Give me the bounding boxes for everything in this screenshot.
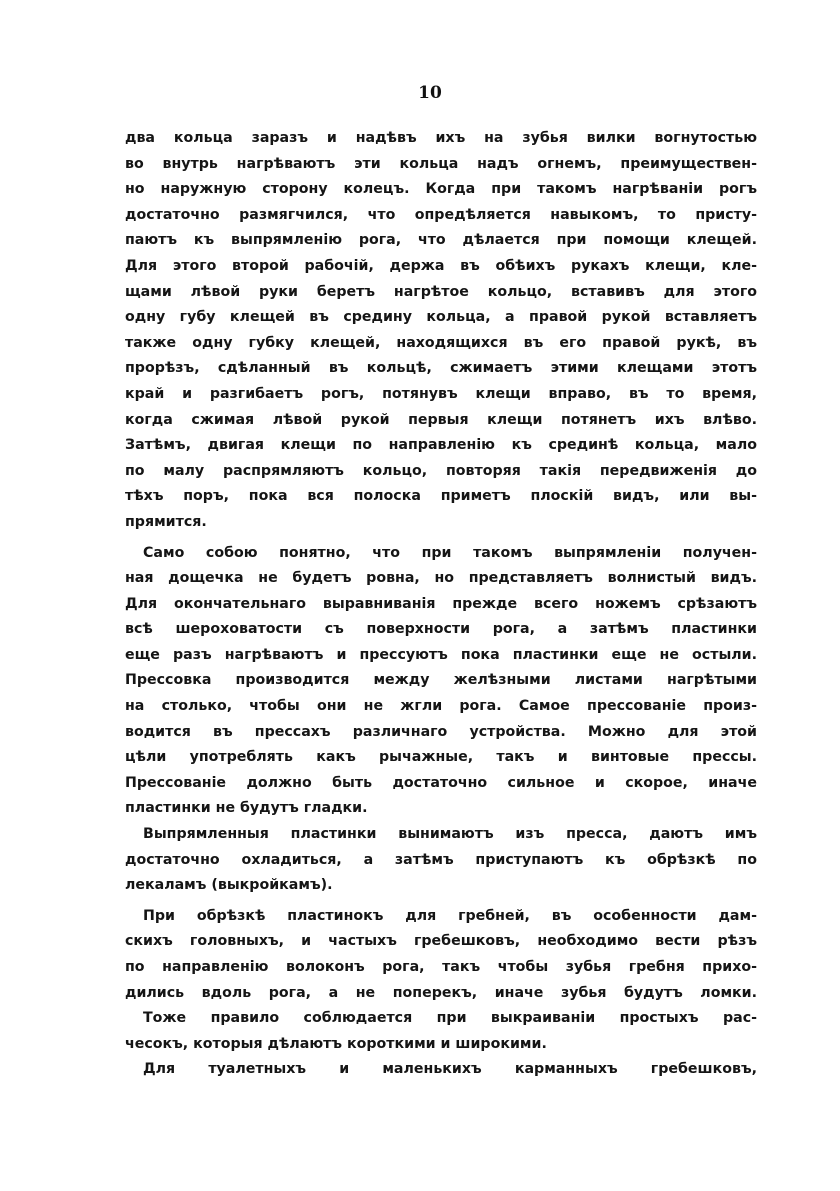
text-line: ная дощечка не будетъ ровна, но представляетъ волнистый видъ. <box>125 570 757 587</box>
text-line: Для этого второй рабочій, держа въ обѣихъ рукахъ клещи, кле- <box>125 257 757 274</box>
text-line: чесокъ, которыя дѣлаютъ короткими и широкими. <box>125 1035 547 1052</box>
text-line: щами лѣвой руки беретъ нагрѣтое кольцо, вставивъ для этого <box>125 283 757 300</box>
text-line: прямится. <box>125 513 207 530</box>
paragraph-1 <box>125 126 757 536</box>
text-line: край и разгибаетъ рогъ, потянувъ клещи вправо, въ то время, <box>125 385 757 402</box>
text-line: Затѣмъ, двигая клещи по направленію къ срединѣ кольца, мало <box>125 437 757 454</box>
text-line: Тоже правило соблюдается при выкраиваніи простыхъ рас- <box>143 1010 757 1027</box>
text-line: всѣ шероховатости съ поверхности рога, а затѣмъ пластинки <box>125 621 757 638</box>
text-line: Само собою понятно, что при такомъ выпрямленіи получен- <box>143 544 757 561</box>
text-line: При обрѣзкѣ пластинокъ для гребней, въ особенности дам- <box>143 907 757 924</box>
paragraph-6 <box>125 1057 757 1083</box>
text-line: Для туалетныхъ и маленькихъ карманныхъ гребешковъ, <box>143 1061 757 1078</box>
text-line: по малу распрямляютъ кольцо, повторяя такія передвиженія до <box>125 462 757 479</box>
paragraph-5 <box>125 1006 757 1057</box>
text-line: но наружную сторону колецъ. Когда при такомъ нагрѣваніи рогъ <box>125 181 757 198</box>
paragraph-4 <box>125 904 757 1006</box>
text-line: лекаламъ (выкройкамъ). <box>125 877 333 894</box>
text-line: также одну губку клещей, находящихся въ его правой рукѣ, въ <box>125 334 757 351</box>
text-line: еще разъ нагрѣваютъ и прессуютъ пока пластинки еще не остыли. <box>125 646 757 663</box>
text-line: одну губу клещей въ средину кольца, а правой рукой вставляетъ <box>125 309 757 326</box>
text-line: когда сжимая лѣвой рукой первыя клещи потянетъ ихъ влѣво. <box>125 411 757 428</box>
text-line: тѣхъ поръ, пока вся полоска приметъ плоскій видъ, или вы- <box>125 488 757 505</box>
text-line: Прессовка производится между желѣзными листами нагрѣтыми <box>125 672 757 689</box>
body-text <box>125 126 757 1083</box>
text-line: скихъ головныхъ, и частыхъ гребешковъ, необходимо вести рѣзъ <box>125 933 757 950</box>
page-number: 10 <box>418 83 442 103</box>
text-line: дились вдоль рога, а не поперекъ, иначе зубья будутъ ломки. <box>125 984 757 1001</box>
text-line: по направленію волоконъ рога, такъ чтобы зубья гребня прихо- <box>125 959 757 975</box>
text-line: во внутрь нагрѣваютъ эти кольца надъ огнемъ, преимуществен- <box>125 155 757 172</box>
text-line: достаточно охладиться, а затѣмъ приступаютъ къ обрѣзкѣ по <box>125 851 757 868</box>
text-line: Выпрямленныя пластинки вынимаютъ изъ пресса, даютъ имъ <box>143 826 757 843</box>
text-line: паютъ къ выпрямленію рога, что дѣлается при помощи клещей. <box>125 232 757 249</box>
paragraph-2 <box>125 541 757 823</box>
text-line: на столько, чтобы они не жгли рога. Самое прессованіе произ- <box>125 698 757 715</box>
text-line: достаточно размягчился, что опредѣляется навыкомъ, то присту- <box>125 206 757 223</box>
text-line: прорѣзъ, сдѣланный въ кольцѣ, сжимаетъ этими клещами этотъ <box>125 360 757 377</box>
text-line: пластинки не будутъ гладки. <box>125 800 368 817</box>
text-line: Прессованіе должно быть достаточно сильное и скорое, иначе <box>125 774 757 791</box>
text-line: Для окончательнаго выравниванія прежде всего ножемъ срѣзаютъ <box>125 595 757 612</box>
text-line: цѣли употреблять какъ рычажные, такъ и винтовые прессы. <box>125 749 757 766</box>
text-line: водится въ прессахъ различнаго устройства. Можно для этой <box>125 723 757 740</box>
text-line: два кольца заразъ и надѣвъ ихъ на зубья вилки вогнутостью <box>125 130 757 146</box>
paragraph-3 <box>125 822 757 899</box>
